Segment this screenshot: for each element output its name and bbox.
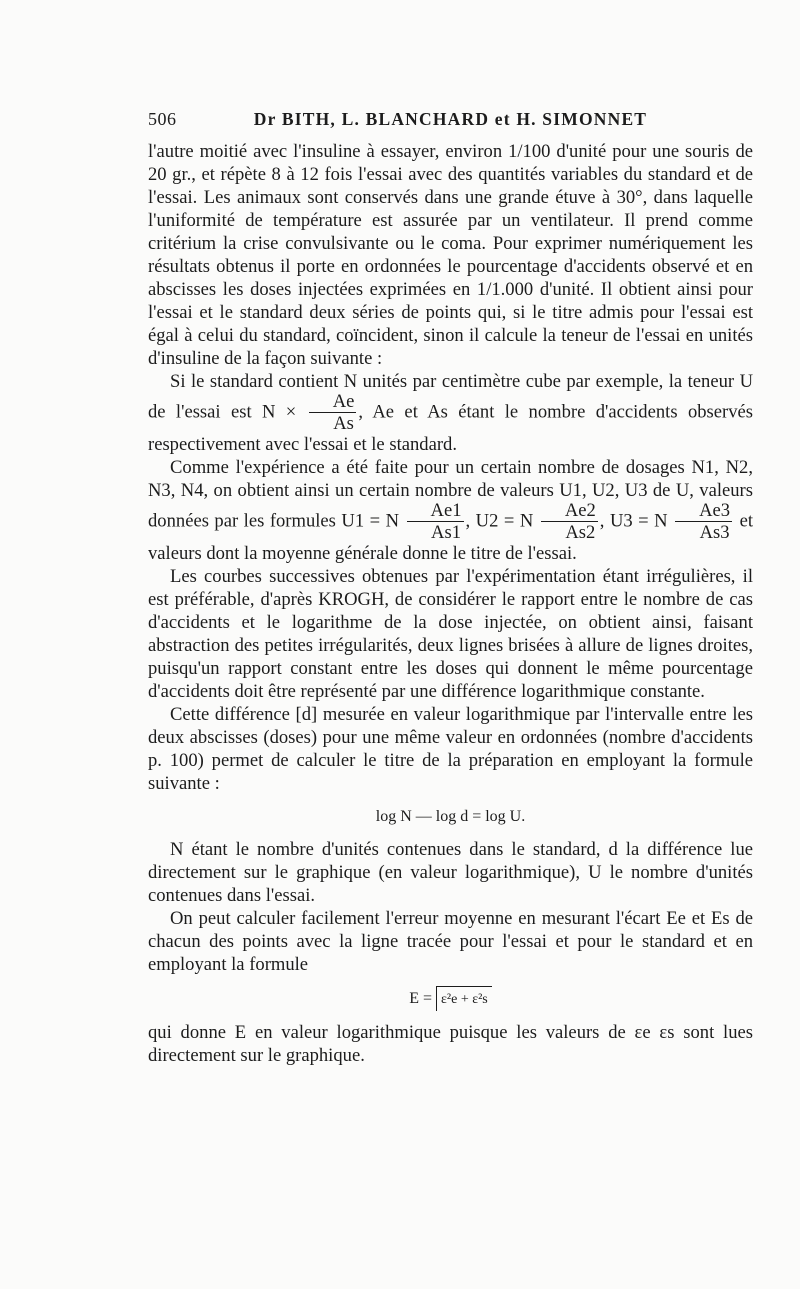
paragraph-5: Cette différence [d] mesurée en valeur logarithmique par l'intervalle entre les deux abscisses (doses) pour une même valeur en ordonnées (nombre d'accidents p. 100) permet de calculer le titre de la préparation en employant la formule suivante : [148,704,753,795]
paragraph-7: On peut calculer facilement l'erreur moyenne en mesurant l'écart Ee et Es de chacun des points avec la ligne tracée pour l'essai et pour le standard et en employant la formule [148,908,753,976]
paragraph-4: Les courbes successives obtenues par l'expérimentation étant irrégulières, il est préférable, d'après KROGH, de considérer le rapport entre le nombre de cas d'accidents et le logarithme de la dose injectée, on obtient ainsi, faisant abstraction des petites irrégularités, deux lignes brisées à allure de lignes droites, puisqu'un rapport constant entre les doses qui donnent le même pourcentage d'accidents doit être représenté par une différence logarithmique constante. [148,566,753,703]
paragraph-3-text-c: , U3 = N [599,510,668,532]
fraction-u1 [407,502,464,542]
equation-log: log N — log d = log U. [375,808,526,826]
fraction-u3 [675,502,732,542]
fraction-denominator: As3 [699,521,730,543]
body-text [148,140,753,1067]
page-number: 506 [148,109,177,129]
paragraph-8: qui donne E en valeur logarithmique puisque les valeurs de εe εs sont lues directement sur le graphique. [148,1022,753,1067]
fraction-numerator: Ae1 [407,502,464,522]
square-root [436,986,492,1011]
fraction-numerator: Ae2 [541,502,598,522]
paragraph-3-text-b: , U2 = N [465,510,534,532]
fraction-ae-as [309,393,357,433]
radicand: ε²e + ε²s [436,986,492,1011]
paragraph-3 [148,456,753,565]
fraction-denominator: As2 [565,521,596,543]
fraction-numerator: Ae [309,393,357,413]
paragraph-2-text-b: , Ae et As étant le nombre d'accidents observés respectivement avec l'essai et le standard. [148,401,753,456]
page-header [148,107,753,131]
fraction-denominator: As [333,412,354,434]
paragraph-6: N étant le nombre d'unités contenues dans le standard, d la différence lue directement sur le graphique (en valeur logarithmique), U le nombre d'unités contenues dans l'essai. [148,839,753,907]
paragraph-1: l'autre moitié avec l'insuline à essayer, environ 1/100 d'unité pour une souris de 20 gr., et répète 8 à 12 fois l'essai avec des quantités variables du standard et de l'essai. Les animaux sont conservés dans une grande étuve à 30°, dans laquelle l'uniformité de température est assurée par un ventilateur. Il prend comme critérium la crise convulsivante ou le coma. Pour exprimer numériquement les résultats obtenus il porte en ordonnées le pourcentage d'accidents observé et en abscisses les doses injectées exprimées en 1/1.000 d'unité. Il obtient ainsi pour l'essai et le standard deux séries de points qui, si le titre admis pour l'essai est égal à celui du standard, coïncident, sinon il calcule la teneur de l'essai en unités d'insuline de la façon suivante : [148,141,753,369]
paragraph-3-text-a: Comme l'expérience a été faite pour un certain nombre de dosages N1, N2, N3, N4, on obtient ainsi un certain nombre de valeurs U1, U2, U3 de U, valeurs données par les formules U1 = N [148,457,753,532]
paragraph-3-text-d: et valeurs dont la moyenne générale donne le titre de l'essai. [148,510,753,565]
fraction-numerator: Ae3 [675,502,732,522]
paragraph-2-text-a: Si le standard contient N unités par centimètre cube par exemple, la teneur U de l'essai est N × [148,371,753,423]
paragraph-2 [148,370,753,456]
fraction-u2 [541,502,598,542]
running-head: Dr BITH, L. BLANCHARD et H. SIMONNET [253,109,648,129]
equation-error-left: E = [409,990,433,1008]
fraction-denominator: As1 [431,521,462,543]
equation-error [148,986,753,1011]
